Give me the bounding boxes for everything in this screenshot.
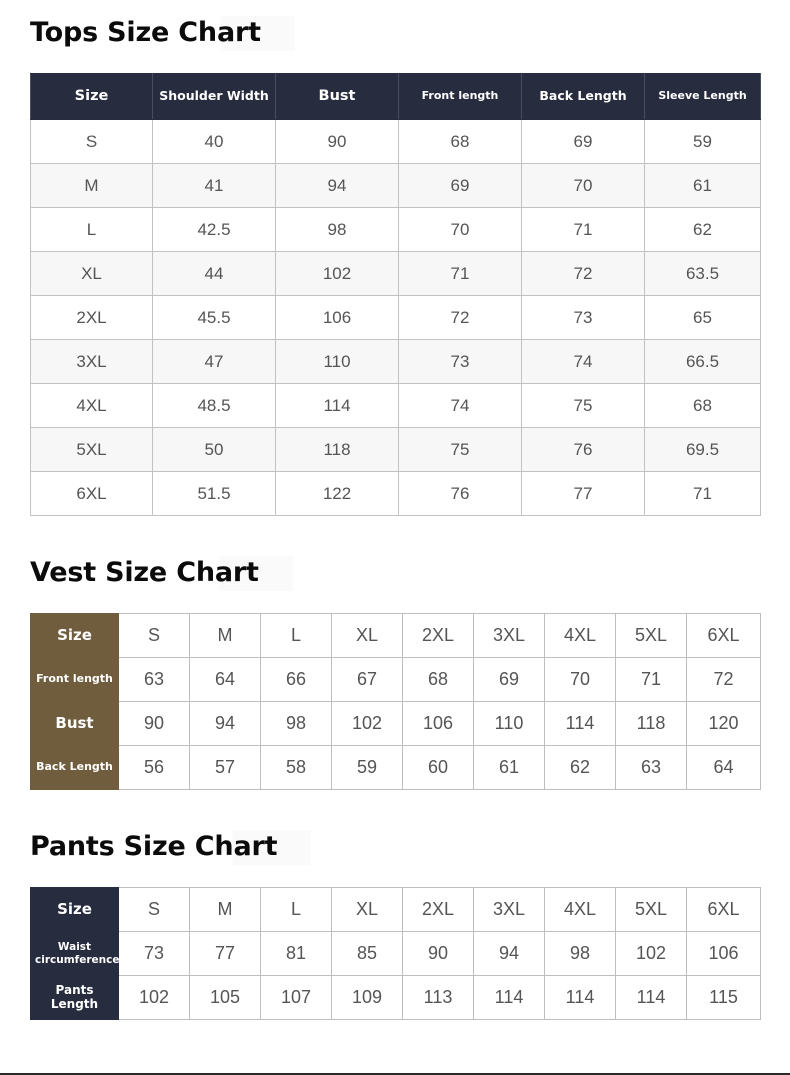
pants-title-wrap	[0, 830, 790, 865]
vest-bust-m: 94	[190, 702, 261, 746]
tops-title-wrap	[0, 16, 790, 51]
vest-front-length-3xl: 69	[474, 658, 545, 702]
tops-cell-back-length: 71	[522, 208, 645, 252]
tops-cell-shoulder-width: 45.5	[153, 296, 276, 340]
pants-rowheader-size: Size	[31, 888, 119, 932]
vest-bust-4xl: 114	[545, 702, 616, 746]
tops-cell-size: 4XL	[31, 384, 153, 428]
vest-front-length-xl: 67	[332, 658, 403, 702]
table-row	[31, 252, 761, 296]
vest-bust-5xl: 118	[616, 702, 687, 746]
tops-cell-bust: 98	[276, 208, 399, 252]
vest-bust-xl: 102	[332, 702, 403, 746]
tops-cell-sleeve-length: 61	[645, 164, 761, 208]
pants-length-row	[31, 976, 761, 1020]
tops-cell-back-length: 72	[522, 252, 645, 296]
tops-cell-bust: 106	[276, 296, 399, 340]
vest-rowheader-size: Size	[31, 614, 119, 658]
pants-length-5xl: 114	[616, 976, 687, 1020]
vest-back-length-4xl: 62	[545, 746, 616, 790]
vest-front-length-5xl: 71	[616, 658, 687, 702]
pants-size-s: S	[119, 888, 190, 932]
tops-size-table	[30, 73, 761, 516]
tops-cell-front-length: 69	[399, 164, 522, 208]
tops-cell-bust: 90	[276, 120, 399, 164]
tops-cell-front-length: 71	[399, 252, 522, 296]
vest-size-s: S	[119, 614, 190, 658]
tops-cell-back-length: 69	[522, 120, 645, 164]
vest-size-3xl: 3XL	[474, 614, 545, 658]
pants-waist-6xl: 106	[687, 932, 761, 976]
tops-cell-size: 3XL	[31, 340, 153, 384]
tops-header-size: Size	[31, 74, 153, 120]
tops-header-bust: Bust	[276, 74, 399, 120]
tops-cell-shoulder-width: 48.5	[153, 384, 276, 428]
tops-cell-bust: 102	[276, 252, 399, 296]
table-row	[31, 428, 761, 472]
vest-back-length-3xl: 61	[474, 746, 545, 790]
tops-cell-size: M	[31, 164, 153, 208]
tops-cell-shoulder-width: 50	[153, 428, 276, 472]
tops-header-sleeve-length: Sleeve Length	[645, 74, 761, 120]
table-row	[31, 208, 761, 252]
tops-cell-size: XL	[31, 252, 153, 296]
pants-size-table	[30, 887, 761, 1020]
pants-waist-s: 73	[119, 932, 190, 976]
tops-cell-sleeve-length: 62	[645, 208, 761, 252]
tops-cell-back-length: 75	[522, 384, 645, 428]
vest-bust-2xl: 106	[403, 702, 474, 746]
tops-cell-sleeve-length: 59	[645, 120, 761, 164]
pants-size-3xl: 3XL	[474, 888, 545, 932]
vest-back-length-m: 57	[190, 746, 261, 790]
tops-cell-size: 2XL	[31, 296, 153, 340]
pants-length-3xl: 114	[474, 976, 545, 1020]
vest-size-row	[31, 614, 761, 658]
pants-size-4xl: 4XL	[545, 888, 616, 932]
vest-front-length-s: 63	[119, 658, 190, 702]
vest-front-length-2xl: 68	[403, 658, 474, 702]
tops-cell-sleeve-length: 69.5	[645, 428, 761, 472]
tops-header-row	[31, 74, 761, 120]
pants-size-6xl: 6XL	[687, 888, 761, 932]
tops-cell-size: 5XL	[31, 428, 153, 472]
pants-waist-m: 77	[190, 932, 261, 976]
tops-cell-size: L	[31, 208, 153, 252]
vest-back-length-row	[31, 746, 761, 790]
vest-front-length-6xl: 72	[687, 658, 761, 702]
pants-waist-4xl: 98	[545, 932, 616, 976]
vest-section-title: Vest Size Chart	[30, 556, 293, 591]
vest-back-length-5xl: 63	[616, 746, 687, 790]
pants-size-row	[31, 888, 761, 932]
vest-size-4xl: 4XL	[545, 614, 616, 658]
vest-back-length-xl: 59	[332, 746, 403, 790]
tops-header-back-length: Back Length	[522, 74, 645, 120]
tops-cell-front-length: 74	[399, 384, 522, 428]
pants-waist-l: 81	[261, 932, 332, 976]
vest-front-length-row	[31, 658, 761, 702]
vest-back-length-s: 56	[119, 746, 190, 790]
tops-cell-back-length: 76	[522, 428, 645, 472]
vest-size-6xl: 6XL	[687, 614, 761, 658]
pants-size-l: L	[261, 888, 332, 932]
tops-cell-bust: 110	[276, 340, 399, 384]
tops-cell-back-length: 70	[522, 164, 645, 208]
tops-cell-shoulder-width: 41	[153, 164, 276, 208]
tops-cell-shoulder-width: 44	[153, 252, 276, 296]
pants-size-2xl: 2XL	[403, 888, 474, 932]
pants-waist-2xl: 90	[403, 932, 474, 976]
tops-cell-front-length: 68	[399, 120, 522, 164]
vest-back-length-2xl: 60	[403, 746, 474, 790]
tops-cell-bust: 118	[276, 428, 399, 472]
tops-cell-shoulder-width: 47	[153, 340, 276, 384]
tops-cell-shoulder-width: 51.5	[153, 472, 276, 516]
tops-cell-back-length: 74	[522, 340, 645, 384]
vest-size-m: M	[190, 614, 261, 658]
pants-length-2xl: 113	[403, 976, 474, 1020]
vest-size-2xl: 2XL	[403, 614, 474, 658]
vest-back-length-l: 58	[261, 746, 332, 790]
table-row	[31, 296, 761, 340]
vest-rowheader-front-length: Front length	[31, 658, 119, 702]
tops-cell-sleeve-length: 65	[645, 296, 761, 340]
tops-cell-shoulder-width: 40	[153, 120, 276, 164]
pants-length-m: 105	[190, 976, 261, 1020]
vest-size-table	[30, 613, 761, 790]
tops-cell-front-length: 73	[399, 340, 522, 384]
vest-bust-row	[31, 702, 761, 746]
pants-waist-xl: 85	[332, 932, 403, 976]
tops-cell-front-length: 76	[399, 472, 522, 516]
tops-section-title: Tops Size Chart	[30, 16, 295, 51]
table-row	[31, 164, 761, 208]
tops-header-front-length: Front length	[399, 74, 522, 120]
tops-cell-sleeve-length: 66.5	[645, 340, 761, 384]
tops-cell-sleeve-length: 63.5	[645, 252, 761, 296]
vest-size-xl: XL	[332, 614, 403, 658]
tops-cell-shoulder-width: 42.5	[153, 208, 276, 252]
vest-size-5xl: 5XL	[616, 614, 687, 658]
tops-header-shoulder-width: Shoulder Width	[153, 74, 276, 120]
tops-cell-bust: 114	[276, 384, 399, 428]
pants-length-6xl: 115	[687, 976, 761, 1020]
tops-cell-sleeve-length: 68	[645, 384, 761, 428]
pants-rowheader-waist-circumference: Waist circumference	[31, 932, 119, 976]
vest-bust-s: 90	[119, 702, 190, 746]
pants-length-l: 107	[261, 976, 332, 1020]
vest-title-wrap	[0, 556, 790, 591]
vest-bust-6xl: 120	[687, 702, 761, 746]
tops-cell-front-length: 75	[399, 428, 522, 472]
vest-front-length-m: 64	[190, 658, 261, 702]
pants-waist-5xl: 102	[616, 932, 687, 976]
pants-length-s: 102	[119, 976, 190, 1020]
tops-cell-bust: 122	[276, 472, 399, 516]
table-row	[31, 384, 761, 428]
tops-cell-front-length: 70	[399, 208, 522, 252]
vest-front-length-l: 66	[261, 658, 332, 702]
tops-cell-size: 6XL	[31, 472, 153, 516]
tops-cell-size: S	[31, 120, 153, 164]
pants-size-xl: XL	[332, 888, 403, 932]
table-row	[31, 120, 761, 164]
table-row	[31, 340, 761, 384]
tops-cell-back-length: 73	[522, 296, 645, 340]
vest-back-length-6xl: 64	[687, 746, 761, 790]
pants-size-5xl: 5XL	[616, 888, 687, 932]
pants-section-title: Pants Size Chart	[30, 830, 311, 865]
tops-cell-back-length: 77	[522, 472, 645, 516]
vest-front-length-4xl: 70	[545, 658, 616, 702]
vest-bust-l: 98	[261, 702, 332, 746]
pants-rowheader-pants-length: Pants Length	[31, 976, 119, 1020]
vest-rowheader-back-length: Back Length	[31, 746, 119, 790]
table-row	[31, 472, 761, 516]
vest-size-l: L	[261, 614, 332, 658]
pants-length-xl: 109	[332, 976, 403, 1020]
pants-waist-3xl: 94	[474, 932, 545, 976]
pants-size-m: M	[190, 888, 261, 932]
pants-length-4xl: 114	[545, 976, 616, 1020]
tops-cell-bust: 94	[276, 164, 399, 208]
tops-cell-front-length: 72	[399, 296, 522, 340]
vest-rowheader-bust: Bust	[31, 702, 119, 746]
tops-cell-sleeve-length: 71	[645, 472, 761, 516]
pants-waist-row	[31, 932, 761, 976]
vest-bust-3xl: 110	[474, 702, 545, 746]
